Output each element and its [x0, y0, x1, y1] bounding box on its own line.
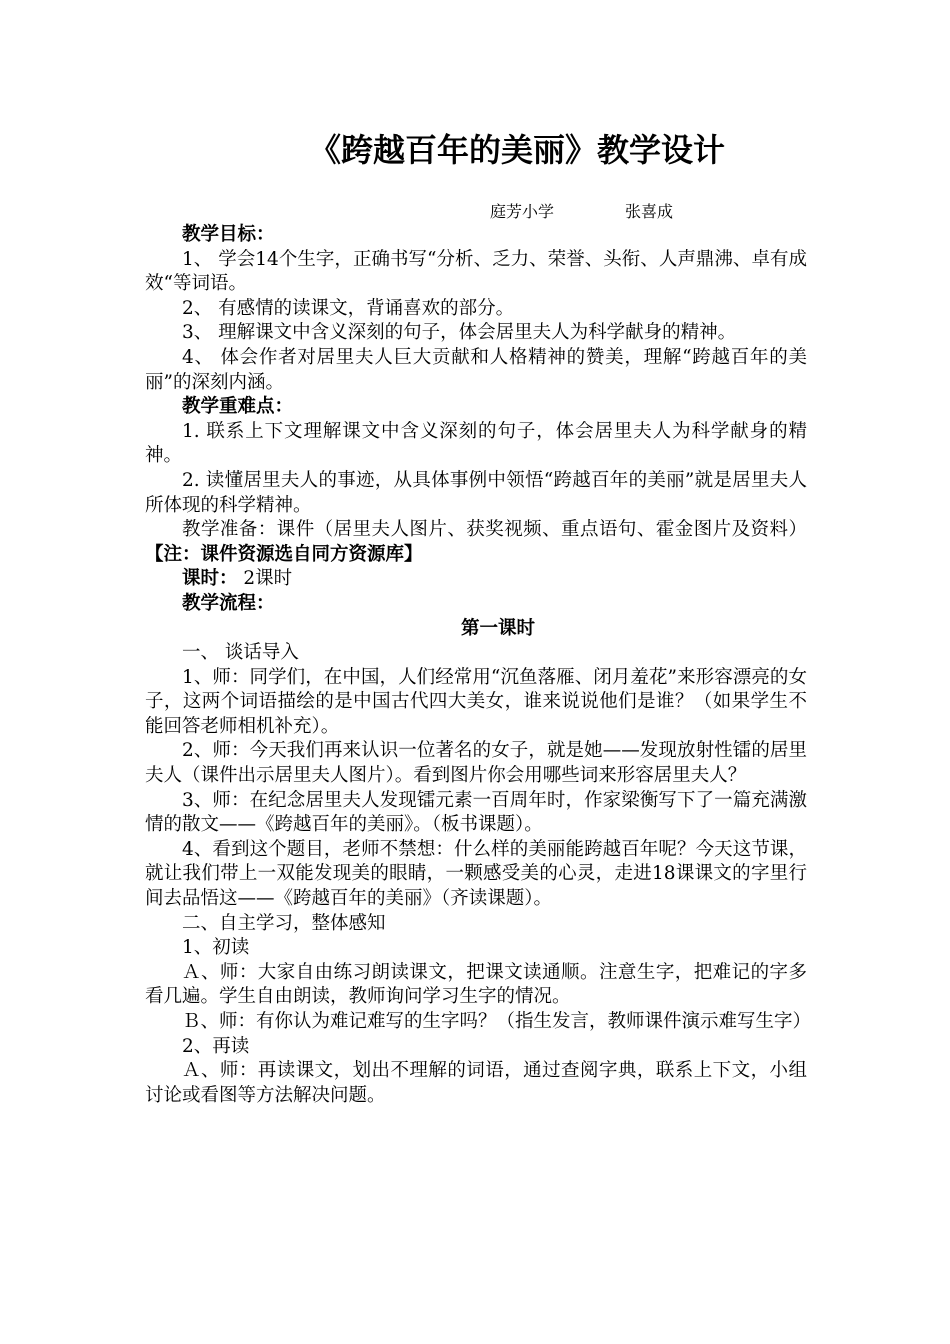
lesson-heading: 第一课时 — [460, 617, 535, 639]
document-body — [145, 223, 812, 1108]
section-heading: 一、 谈话导入 — [182, 642, 299, 664]
key-point-item: 2. 读懂居里夫人的事迹，从具体事例中领悟“跨越百年的美丽”就是居里夫人所体现的科学精神。 — [145, 469, 807, 516]
paragraph: 2、师：今天我们再来认识一位著名的女子，就是她——发现放射性镭的居里夫人（课件出示居里夫人图片）。看到图片你会用哪些词来形容居里夫人？ — [145, 740, 807, 787]
periods-line — [145, 567, 807, 592]
paragraph: 3、师：在纪念居里夫人发现镭元素一百周年时，作家梁衡写下了一篇充满激情的散文——《跨越百年的美丽》。（板书课题）。 — [145, 789, 807, 836]
paragraph: 1、师：同学们，在中国，人们经常用“沉鱼落雁、闭月羞花”来形容漂亮的女子，这两个词语描绘的是中国古代四大美女，谁来说说他们是谁？（如果学生不能回答老师相机补充）。 — [145, 666, 807, 737]
objective-item: 3、 理解课文中含义深刻的句子，体会居里夫人为科学献身的精神。 — [182, 322, 737, 344]
section-heading: 二、自主学习，整体感知 — [182, 912, 386, 934]
author-school: 庭芳小学 — [490, 202, 555, 221]
paragraph: Ａ、师：大家自由练习朗读课文，把课文读通顺。注意生字，把难记的字多看几遍。学生自由朗读，教师询问学习生字的情况。 — [145, 961, 807, 1008]
objective-item: 4、 体会作者对居里夫人巨大贡献和人格精神的赞美，理解“跨越百年的美丽”的深刻内涵。 — [145, 346, 807, 393]
document-title: 《跨越百年的美丽》教学设计 — [308, 131, 725, 169]
preparation-note: 【注：课件资源选自同方资源库】 — [145, 543, 423, 565]
key-points-heading: 教学重难点： — [182, 396, 294, 418]
objectives-heading: 教学目标： — [182, 224, 275, 245]
paragraph: Ｂ、师：有你认为难记难写的生字吗？（指生发言，教师课件演示难写生字） — [182, 1011, 812, 1032]
process-heading: 教学流程： — [182, 592, 275, 614]
key-point-item: 1. 联系上下文理解课文中含义深刻的句子，体会居里夫人为科学献身的精神。 — [145, 420, 807, 467]
preparation-paragraph — [145, 518, 807, 567]
objective-item: 1、 学会14个生字，正确书写“分析、乏力、荣誉、头衔、人声鼎沸、卓有成效“等词语。 — [145, 248, 807, 295]
periods-label: 课时： — [182, 568, 238, 590]
subsection-heading: 1、初读 — [182, 937, 250, 959]
paragraph: 4、看到这个题目，老师不禁想：什么样的美丽能跨越百年呢？今天这节课，就让我们带上一双能发现美的眼睛，一颗感受美的心灵，走进18课课文的字里行间去品悟这——《跨越百年的美丽》（齐读课题）。 — [145, 838, 807, 910]
subsection-heading: 2、再读 — [182, 1035, 250, 1057]
objective-item: 2、 有感情的读课文，背诵喜欢的部分。 — [182, 297, 515, 319]
author-name: 张喜成 — [625, 202, 674, 221]
paragraph: Ａ、师：再读课文，划出不理解的词语，通过查阅字典，联系上下文，小组讨论或看图等方法解决问题。 — [145, 1060, 807, 1106]
preparation-text: 教学准备：课件（居里夫人图片、获奖视频、重点语句、霍金图片及资料） — [182, 519, 807, 541]
periods-value: 2课时 — [237, 568, 293, 590]
